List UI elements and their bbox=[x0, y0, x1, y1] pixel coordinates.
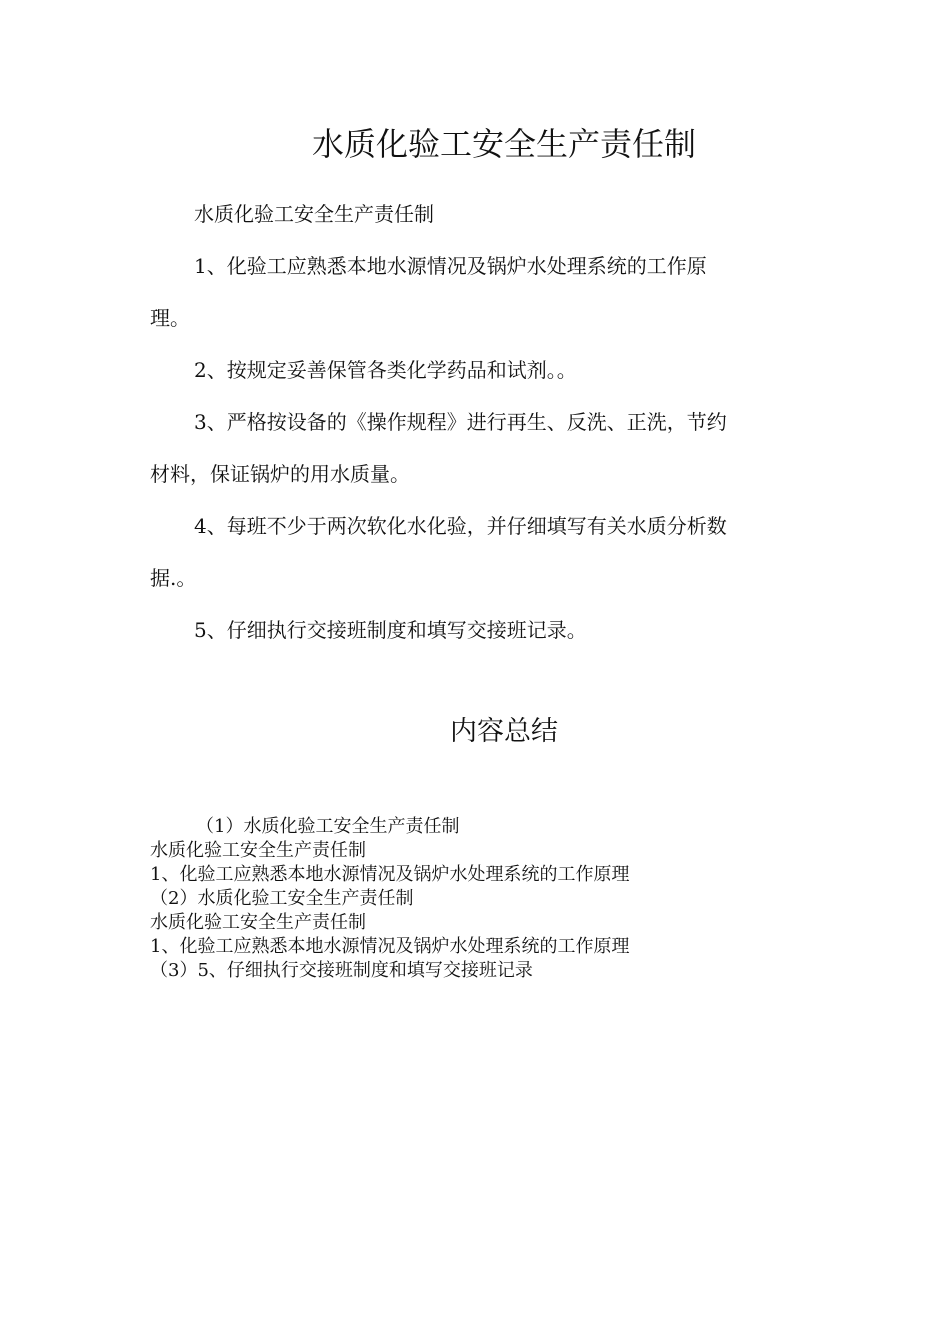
summary-list bbox=[150, 815, 850, 983]
summary-line: 水质化验工安全生产责任制 bbox=[150, 840, 366, 861]
body-paragraph: 水质化验工安全生产责任制 bbox=[194, 202, 434, 226]
body-paragraph: 3、严格按设备的《操作规程》进行再生、反洗、正洗，节约 bbox=[194, 410, 727, 434]
document-body bbox=[150, 188, 800, 656]
body-paragraph: 5、仔细执行交接班制度和填写交接班记录。 bbox=[194, 618, 587, 642]
summary-line: （3）5、仔细执行交接班制度和填写交接班记录 bbox=[150, 960, 533, 981]
summary-line: 1、化验工应熟悉本地水源情况及锅炉水处理系统的工作原理 bbox=[150, 864, 630, 885]
document-title: 水质化验工安全生产责任制 bbox=[311, 125, 696, 163]
body-paragraph: 2、按规定妥善保管各类化学药品和试剂。。 bbox=[194, 358, 577, 382]
body-paragraph-continuation: 材料，保证锅炉的用水质量。 bbox=[150, 462, 410, 486]
summary-line: （2）水质化验工安全生产责任制 bbox=[150, 888, 414, 909]
body-paragraph: 4、每班不少于两次软化水化验，并仔细填写有关水质分析数 bbox=[194, 514, 727, 538]
body-paragraph-continuation: 据.。 bbox=[150, 566, 197, 590]
summary-title: 内容总结 bbox=[450, 716, 558, 747]
summary-line: 1、化验工应熟悉本地水源情况及锅炉水处理系统的工作原理 bbox=[150, 936, 630, 957]
summary-line: （1）水质化验工安全生产责任制 bbox=[196, 816, 460, 837]
body-paragraph: 1、化验工应熟悉本地水源情况及锅炉水处理系统的工作原 bbox=[194, 254, 707, 278]
body-paragraph-continuation: 理。 bbox=[150, 306, 190, 330]
summary-line: 水质化验工安全生产责任制 bbox=[150, 912, 366, 933]
